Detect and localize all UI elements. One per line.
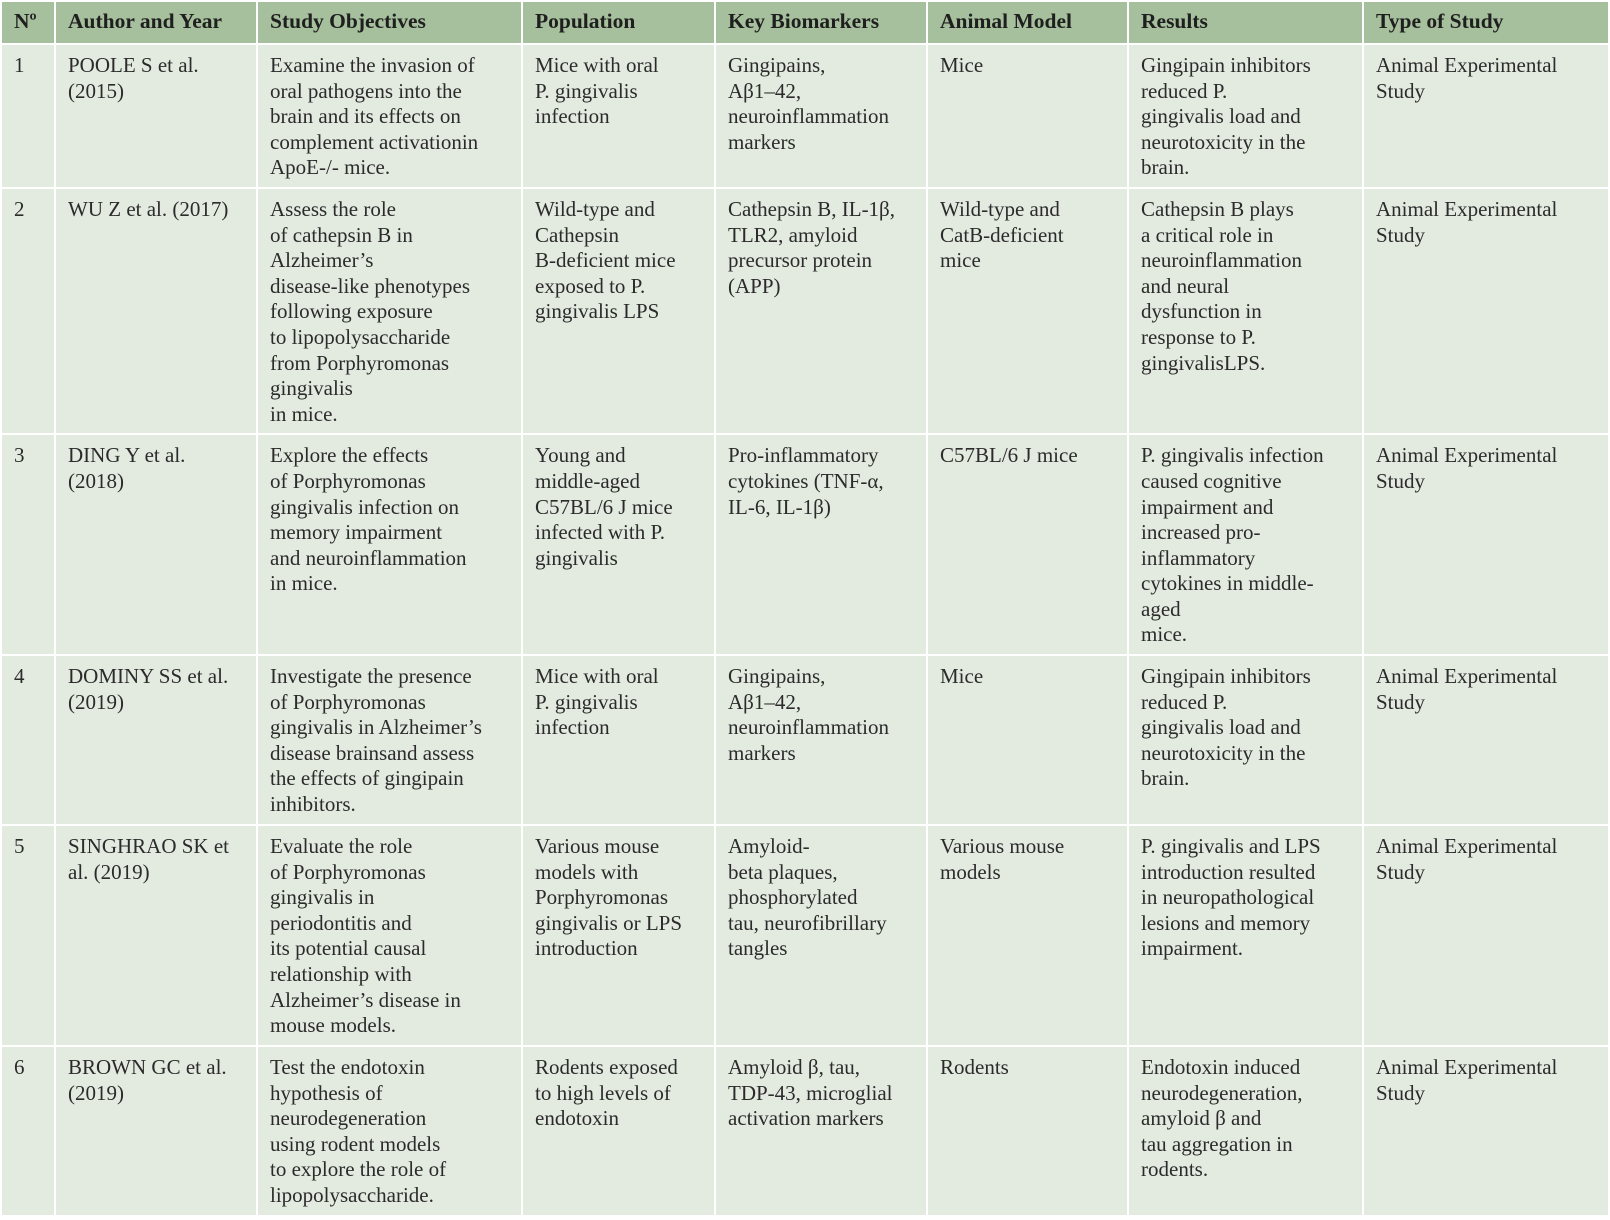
cell-objectives: Examine the invasion of oral pathogens into the brain and its effects on complement activationin ApoE-/- mice. bbox=[257, 44, 522, 188]
cell-objectives: Test the endotoxin hypothesis of neurodegeneration using rodent models to explore the role of lipopolysaccharide. bbox=[257, 1046, 522, 1216]
header-type-of-study: Type of Study bbox=[1363, 1, 1609, 44]
table-row bbox=[1, 825, 1609, 1046]
cell-type: Animal Experimental Study bbox=[1363, 1046, 1609, 1216]
header-number: Nº bbox=[1, 1, 55, 44]
cell-type: Animal Experimental Study bbox=[1363, 434, 1609, 655]
table-row bbox=[1, 44, 1609, 188]
cell-author: DOMINY SS et al. (2019) bbox=[55, 655, 257, 825]
header-author-and-year: Author and Year bbox=[55, 1, 257, 44]
cell-objectives: Explore the effects of Porphyromonas gingivalis infection on memory impairment and neuroinflammation in mice. bbox=[257, 434, 522, 655]
cell-animal-model: Rodents bbox=[927, 1046, 1128, 1216]
cell-type: Animal Experimental Study bbox=[1363, 825, 1609, 1046]
cell-type: Animal Experimental Study bbox=[1363, 44, 1609, 188]
cell-biomarkers: Amyloid β, tau, TDP-43, microglial activation markers bbox=[715, 1046, 927, 1216]
cell-animal-model: Wild-type and CatB-deficient mice bbox=[927, 188, 1128, 434]
cell-results: P. gingivalis and LPS introduction resulted in neuropathological lesions and memory impairment. bbox=[1128, 825, 1363, 1046]
cell-objectives: Assess the role of cathepsin B in Alzheimer’s disease-like phenotypes following exposure to lipopolysaccharide from Porphyromonas gingivalis in mice. bbox=[257, 188, 522, 434]
cell-results: Endotoxin induced neurodegeneration, amyloid β and tau aggregation in rodents. bbox=[1128, 1046, 1363, 1216]
cell-results: P. gingivalis infection caused cognitive impairment and increased pro- inflammatory cytokines in middle- aged mice. bbox=[1128, 434, 1363, 655]
header-study-objectives: Study Objectives bbox=[257, 1, 522, 44]
cell-author: BROWN GC et al. (2019) bbox=[55, 1046, 257, 1216]
cell-population: Young and middle-aged C57BL/6 J mice infected with P. gingivalis bbox=[522, 434, 715, 655]
cell-objectives: Investigate the presence of Porphyromonas gingivalis in Alzheimer’s disease brainsand assess the effects of gingipain inhibitors. bbox=[257, 655, 522, 825]
cell-author: WU Z et al. (2017) bbox=[55, 188, 257, 434]
cell-biomarkers: Pro-inflammatory cytokines (TNF-α, IL-6, IL-1β) bbox=[715, 434, 927, 655]
header-key-biomarkers: Key Biomarkers bbox=[715, 1, 927, 44]
table-row bbox=[1, 434, 1609, 655]
cell-type: Animal Experimental Study bbox=[1363, 655, 1609, 825]
cell-number: 5 bbox=[1, 825, 55, 1046]
cell-population: Wild-type and Cathepsin B-deficient mice exposed to P. gingivalis LPS bbox=[522, 188, 715, 434]
table-row bbox=[1, 1046, 1609, 1216]
cell-number: 3 bbox=[1, 434, 55, 655]
header-population: Population bbox=[522, 1, 715, 44]
cell-number: 6 bbox=[1, 1046, 55, 1216]
cell-results: Cathepsin B plays a critical role in neuroinflammation and neural dysfunction in response to P. gingivalisLPS. bbox=[1128, 188, 1363, 434]
header-animal-model: Animal Model bbox=[927, 1, 1128, 44]
cell-results: Gingipain inhibitors reduced P. gingivalis load and neurotoxicity in the brain. bbox=[1128, 655, 1363, 825]
cell-author: DING Y et al. (2018) bbox=[55, 434, 257, 655]
cell-objectives: Evaluate the role of Porphyromonas gingivalis in periodontitis and its potential causal relationship with Alzheimer’s disease in mouse models. bbox=[257, 825, 522, 1046]
cell-results: Gingipain inhibitors reduced P. gingivalis load and neurotoxicity in the brain. bbox=[1128, 44, 1363, 188]
table-row bbox=[1, 188, 1609, 434]
cell-biomarkers: Cathepsin B, IL-1β, TLR2, amyloid precursor protein (APP) bbox=[715, 188, 927, 434]
cell-biomarkers: Gingipains, Aβ1–42, neuroinflammation markers bbox=[715, 655, 927, 825]
cell-author: POOLE S et al. (2015) bbox=[55, 44, 257, 188]
header-results: Results bbox=[1128, 1, 1363, 44]
table-header-row bbox=[1, 1, 1609, 44]
cell-number: 1 bbox=[1, 44, 55, 188]
cell-animal-model: Mice bbox=[927, 44, 1128, 188]
cell-population: Various mouse models with Porphyromonas gingivalis or LPS introduction bbox=[522, 825, 715, 1046]
cell-number: 2 bbox=[1, 188, 55, 434]
cell-population: Mice with oral P. gingivalis infection bbox=[522, 655, 715, 825]
cell-type: Animal Experimental Study bbox=[1363, 188, 1609, 434]
cell-animal-model: Various mouse models bbox=[927, 825, 1128, 1046]
cell-biomarkers: Gingipains, Aβ1–42, neuroinflammation markers bbox=[715, 44, 927, 188]
cell-population: Rodents exposed to high levels of endotoxin bbox=[522, 1046, 715, 1216]
cell-biomarkers: Amyloid- beta plaques, phosphorylated tau, neurofibrillary tangles bbox=[715, 825, 927, 1046]
cell-animal-model: Mice bbox=[927, 655, 1128, 825]
cell-animal-model: C57BL/6 J mice bbox=[927, 434, 1128, 655]
cell-population: Mice with oral P. gingivalis infection bbox=[522, 44, 715, 188]
table-row bbox=[1, 655, 1609, 825]
cell-number: 4 bbox=[1, 655, 55, 825]
cell-author: SINGHRAO SK et al. (2019) bbox=[55, 825, 257, 1046]
